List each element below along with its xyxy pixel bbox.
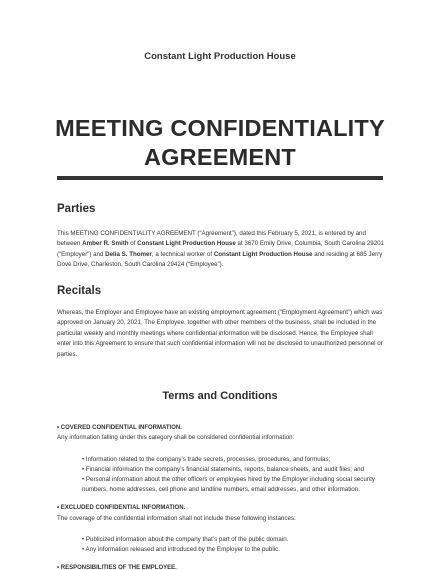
responsibilities-title: • RESPONSIBILITIES OF THE EMPLOYEE. — [57, 565, 177, 570]
employee-name: Delia S. Thomer — [105, 250, 152, 258]
covered-bullet-1: • Information related to the company’s trade secrets, processes, procedures, and formulas; — [82, 456, 331, 463]
parties-paragraph — [57, 229, 387, 271]
excluded-bullet-1: • Publicized information about the company that’s part of the public domain. — [82, 536, 289, 543]
employer-name: Amber R. Smith — [82, 240, 129, 248]
parties-text-4: , a technical worker of — [151, 250, 214, 258]
covered-bullet-3: • Personal information about the other officers or employees hired by the Employer including social security numbers, home addresses, cell phone and landline numbers, email addresses, and other information. — [82, 476, 376, 494]
company-header: Constant Light Production House — [144, 51, 296, 62]
title-line-2: AGREEMENT — [144, 144, 296, 170]
parties-heading: Parties — [57, 203, 96, 215]
excluded-info-title: • EXCLUDED CONFIDENTIAL INFORMATION. — [57, 505, 186, 511]
employer-company: Constant Light Production House — [137, 240, 236, 248]
covered-info-intro: Any information falling under this category shall be considered confidential information: — [57, 434, 295, 441]
recitals-paragraph: Whereas, the Employer and Employee have an existing employment agreement (“Employment Agreement”) which was approved on January 20, 2021. The Employee, together with other members of the business, shall be included in the particular weekly and monthly meetings where confidential information will be disclosed. Hence, the Employee shall enter into this Agreement to ensure that such confidential information will not be disclosed to unauthorized personnel or parties. — [57, 309, 383, 358]
terms-heading: Terms and Conditions — [162, 390, 278, 402]
excluded-bullet-2: • Any information released and introduced by the Employer to the public. — [82, 546, 280, 553]
document-title — [0, 114, 440, 172]
covered-info-title: • COVERED CONFIDENTIAL INFORMATION. — [57, 425, 182, 431]
excluded-info-intro: The coverage of the confidential information shall not include these following instances: — [57, 515, 296, 522]
employee-company: Constant Light Production House — [213, 250, 313, 258]
parties-text-2: of — [128, 240, 138, 248]
title-divider — [57, 176, 383, 180]
recitals-heading: Recitals — [57, 285, 102, 297]
parties-text-1: This MEETING CONFIDENTIALITY AGREEMENT (“Agreement”), dated this February 5, 2021, is entered by and between — [57, 230, 366, 248]
parties-text-3: at 3670 Emily Drive, Columbia, South Carolina 29201 (“Employer”) and — [57, 240, 385, 258]
parties-text-5: and residing at 685 Jerry Dove Drive, Charleston, South Carolina 29424 (“Employee”). — [57, 250, 383, 269]
covered-bullet-2: • Financial information the company’s financial statements, reports, balance sheets, and audit files; and — [82, 466, 365, 473]
title-line-1: MEETING CONFIDENTIALITY — [55, 115, 385, 141]
